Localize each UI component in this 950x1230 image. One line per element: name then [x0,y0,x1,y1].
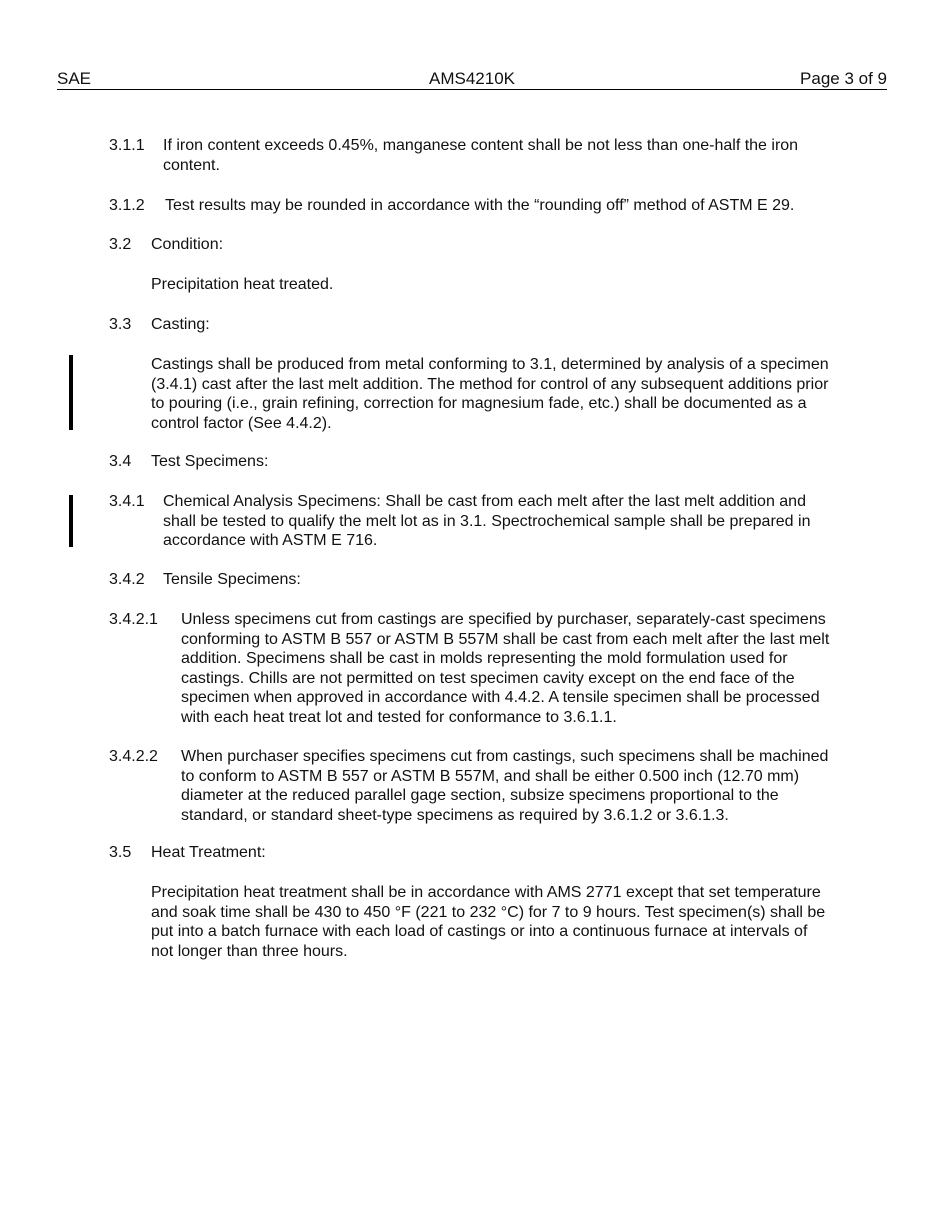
section-3-4-2-2-text [181,747,828,825]
header-org: SAE [57,69,92,88]
text-line: conforming to ASTM B 557 or ASTM B 557M shall be cast from each melt after the last melt [181,630,830,648]
section-heading: Heat Treatment: [151,844,266,861]
section-heading: Test Specimens: [151,453,269,470]
section-3-4-2-1-text [181,610,829,727]
section-number: 3.2 [109,236,132,253]
text-line: to pouring (i.e., grain refining, correction for magnesium fade, etc.) shall be documented as a [151,395,807,412]
section-heading: Casting: [151,316,210,333]
section-3-5-text [151,883,825,961]
text-line: Unless specimens cut from castings are specified by purchaser, separately-cast specimens [181,611,826,628]
text-line: addition. Specimens shall be cast in molds representing the mold formulation used for [181,650,788,667]
text-line: control factor (See 4.4.2). [151,414,332,432]
text-line: with each heat treat lot and tested for conformance to 3.6.1.1. [181,708,617,726]
text-line: (3.4.1) cast after the last melt addition. The method for control of any subsequent additions prior [151,375,829,393]
text-line: specimen when approved in accordance with 4.4.2. A tensile specimen shall be processed [181,689,820,706]
text-line: shall be tested to qualify the melt lot as in 3.1. Spectrochemical sample shall be prepared in [163,512,811,530]
header-page-number: Page 3 of 9 [800,69,887,88]
page-header [57,68,887,90]
text-line: to conform to ASTM B 557 or ASTM B 557M, and shall be either 0.500 inch (12.70 mm) [181,767,800,785]
change-bar [69,355,73,430]
section-number: 3.4 [109,453,132,470]
text-line: Precipitation heat treated. [151,276,334,293]
text-line: diameter at the reduced parallel gage section, subsize specimens proportional to the [181,787,779,804]
text-line: Test results may be rounded in accordance with the “rounding off” method of ASTM E 29. [165,197,795,214]
section-number: 3.3 [109,316,132,333]
section-number: 3.1.1 [109,137,145,154]
header-doc-id: AMS4210K [429,69,515,88]
section-3-1-2-text [165,196,794,216]
section-3-1-1-text [163,136,798,175]
section-number: 3.1.2 [109,197,145,214]
section-heading: Tensile Specimens: [163,571,301,588]
section-number: 3.4.1 [109,493,145,510]
section-3-4-1-text [163,492,810,551]
text-line: Castings shall be produced from metal conforming to 3.1, determined by analysis of a specimen [151,356,829,373]
change-bar [69,495,73,547]
section-number: 3.4.2 [109,571,145,588]
text-line: Chemical Analysis Specimens: Shall be cast from each melt after the last melt addition and [163,493,806,510]
text-line: If iron content exceeds 0.45%, manganese content shall be not less than one-half the iron [163,137,799,154]
section-number: 3.5 [109,844,132,861]
section-3-2-text [151,275,333,295]
section-number: 3.4.2.2 [109,748,158,765]
text-line: When purchaser specifies specimens cut from castings, such specimens shall be machined [181,748,829,765]
text-line: standard, or standard sheet-type specimens as required by 3.6.1.2 or 3.6.1.3. [181,806,729,824]
text-line: and soak time shall be 430 to 450 °F (221 to 232 °C) for 7 to 9 hours. Test specimen(s) shall be [151,903,826,921]
text-line: content. [163,156,220,174]
section-heading: Condition: [151,236,224,253]
text-line: put into a batch furnace with each load of castings or into a continuous furnace at intervals of [151,923,808,940]
text-line: castings. Chills are not permitted on test specimen cavity except on the end face of the [181,669,795,687]
section-3-3-text [151,355,829,433]
text-line: not longer than three hours. [151,942,348,960]
text-line: Precipitation heat treatment shall be in accordance with AMS 2771 except that set temperature [151,884,821,901]
section-number: 3.4.2.1 [109,611,158,628]
text-line: accordance with ASTM E 716. [163,532,378,549]
